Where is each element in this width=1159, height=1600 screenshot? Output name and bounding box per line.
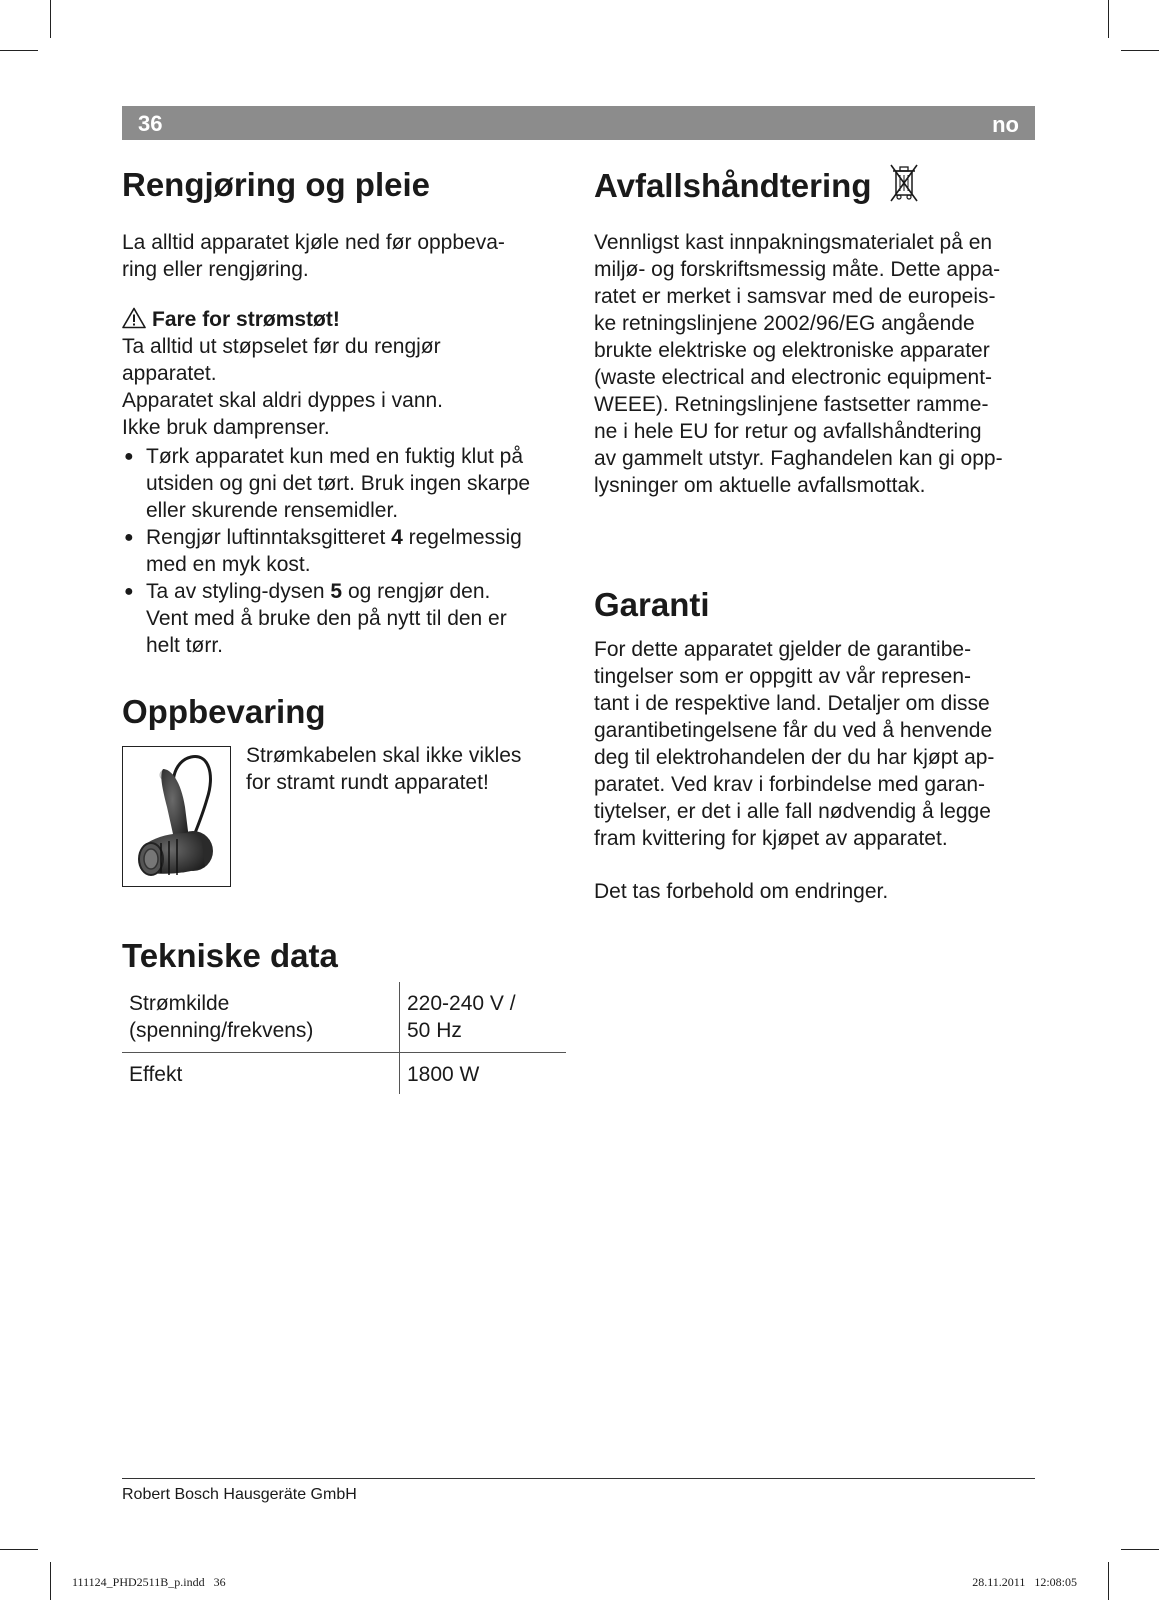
crop-mark	[0, 50, 38, 51]
cleaning-heading: Rengjøring og pleie	[122, 166, 431, 203]
list-item	[122, 443, 562, 524]
table-cell-key: Effekt	[129, 1063, 183, 1086]
warning-title: Fare for strømstøt!	[152, 308, 340, 331]
warning-triangle-icon	[122, 307, 146, 329]
warning-text: Ta alltid ut støpselet før du rengjør apparatet. Apparatet skal aldri dyppes i vann. Ikke bruk damprenser.	[122, 335, 444, 439]
table-row	[122, 982, 566, 1053]
print-slug-date: 28.11.2011 12:08:05	[972, 1575, 1077, 1589]
bullet-text	[146, 526, 522, 576]
tech-heading: Tekniske data	[122, 937, 338, 974]
table-row	[122, 1053, 566, 1095]
storage-text: Strømkabelen skal ikke vikles for stramt rundt apparatet!	[246, 744, 522, 794]
crop-mark	[1121, 1549, 1159, 1550]
crop-mark	[1108, 1562, 1109, 1600]
table-cell-key: Strømkilde (spenning/frekvens)	[122, 982, 400, 1053]
tech-data-table	[122, 982, 566, 1094]
part-number: 5	[330, 580, 343, 603]
bullet-text-part: Ta av styling-dysen	[146, 580, 331, 603]
table-cell-value: 1800 W	[400, 1053, 567, 1095]
footer-divider	[122, 1478, 1035, 1479]
cleaning-bullet-list	[122, 443, 562, 659]
disposal-heading	[594, 161, 921, 206]
crossed-bin-icon	[887, 161, 921, 205]
page-number: 36	[138, 111, 163, 136]
bullet-dot-icon: ●	[124, 583, 134, 600]
hairdryer-storage-illustration	[122, 746, 231, 887]
list-item	[122, 524, 562, 578]
guarantee-heading: Garanti	[594, 586, 710, 623]
hairdryer-illustration	[123, 747, 230, 886]
bullet-text: Tørk apparatet kun med en fuktig klut på utsiden og gni det tørt. Bruk ingen skarpe eller skurende rensemidler.	[146, 445, 531, 522]
crop-mark	[1121, 50, 1159, 51]
table-cell-value: 220-240 V / 50 Hz	[400, 982, 567, 1053]
disposal-text: Vennligst kast innpakningsmaterialet på en miljø- og forskriftsmessig måte. Dette appa- ratet er merket i samsvar med de europeis- ke retningslinjene 2002/96/EG angående brukte elektriske og elektroniske apparater (waste electrical and electronic equipment- WEEE). Retningslinjene fastsetter ramme- ne i hele EU for retur og avfallshåndtering av gammelt utstyr. Faghandelen kan gi opp- lysninger om aktuelle avfallsmottak.	[594, 231, 1003, 497]
guarantee-text: For dette apparatet gjelder de garantibe- tingelser som er oppgitt av vår represen- tant i de respektive land. Detaljer om disse garantibetingelsene får du ved å henvende deg til elektrohandelen der du har kjøpt ap- paratet. Ved krav i forbindelse med garan- tiytelser, er det i alle fall nødvendig å legge fram kvittering for kjøpet av apparatet.	[594, 638, 995, 850]
bullet-text-part: og rengjør den. Vent med å bruke den på nytt til den er helt tørr.	[146, 580, 507, 657]
crop-mark	[50, 1562, 51, 1600]
page-header-bar	[122, 106, 1035, 140]
print-slug-file: 111124_PHD2511B_p.indd 36	[72, 1575, 226, 1589]
part-number: 4	[391, 526, 403, 549]
crop-mark	[0, 1549, 38, 1550]
cleaning-intro: La alltid apparatet kjøle ned før oppbeva- ring eller rengjøring.	[122, 231, 505, 281]
bullet-text-part: regelmessig med en myk kost.	[146, 526, 522, 576]
storage-heading: Oppbevaring	[122, 693, 326, 730]
warning-title-row	[122, 306, 340, 333]
crop-mark	[50, 0, 51, 38]
disposal-heading-text: Avfallshåndtering	[594, 167, 872, 204]
bullet-dot-icon: ●	[124, 448, 134, 465]
language-code: no	[992, 112, 1019, 137]
list-item	[122, 578, 562, 659]
bullet-dot-icon: ●	[124, 529, 134, 546]
crop-mark	[1108, 0, 1109, 38]
bullet-text-part: Rengjør luftinntaksgitteret	[146, 526, 392, 549]
bullet-text	[146, 580, 507, 657]
footer-company: Robert Bosch Hausgeräte GmbH	[122, 1486, 357, 1503]
guarantee-note: Det tas forbehold om endringer.	[594, 880, 889, 903]
